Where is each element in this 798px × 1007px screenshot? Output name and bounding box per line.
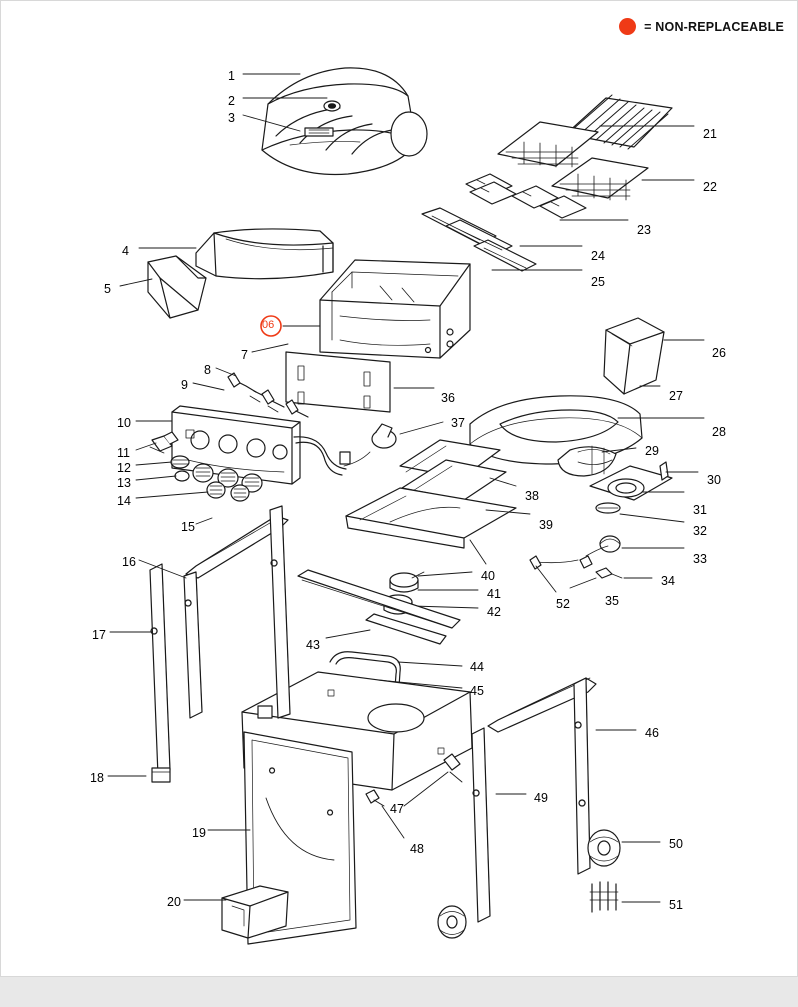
part-control-panel: [150, 406, 396, 501]
callout-number-27: 27: [669, 389, 683, 403]
callout-number-06: 06: [262, 319, 275, 331]
callout-number-32: 32: [693, 524, 707, 538]
callout-number-42: 42: [487, 605, 501, 619]
callout-number-29: 29: [645, 444, 659, 458]
callout-number-47: 47: [390, 802, 404, 816]
callout-number-9: 9: [181, 378, 188, 392]
callout-number-24: 24: [591, 249, 605, 263]
callout-number-38: 38: [525, 489, 539, 503]
callout-number-25: 25: [591, 275, 605, 289]
callout-number-51: 51: [669, 898, 683, 912]
callout-number-41: 41: [487, 587, 501, 601]
callout-number-49: 49: [534, 791, 548, 805]
callout-number-16: 16: [122, 555, 136, 569]
part-bowl-frame: [470, 396, 642, 476]
callout-number-43: 43: [306, 638, 320, 652]
callout-number-35: 35: [605, 594, 619, 608]
part-heat-plates: [346, 440, 516, 548]
callout-number-37: 37: [451, 416, 465, 430]
callout-number-2: 2: [228, 94, 235, 108]
callout-number-30: 30: [707, 473, 721, 487]
callout-number-3: 3: [228, 111, 235, 125]
part-side-table: [604, 318, 664, 394]
callout-number-12: 12: [117, 461, 131, 475]
callout-number-11: 11: [117, 446, 130, 460]
callout-number-50: 50: [669, 837, 683, 851]
part-door: [222, 732, 356, 944]
part-cooking-grates: [498, 95, 672, 200]
legend-text: = NON-REPLACEABLE: [644, 19, 784, 34]
callout-number-17: 17: [92, 628, 106, 642]
footer-band: [0, 977, 798, 1007]
callout-number-34: 34: [661, 574, 675, 588]
callout-number-14: 14: [117, 494, 131, 508]
callout-number-4: 4: [122, 244, 129, 258]
callout-number-20: 20: [167, 895, 181, 909]
callout-number-39: 39: [539, 518, 553, 532]
callout-number-36: 36: [441, 391, 455, 405]
callout-number-44: 44: [470, 660, 484, 674]
callout-number-18: 18: [90, 771, 104, 785]
filled-circle-icon: [619, 18, 636, 35]
callout-number-21: 21: [703, 127, 717, 141]
callout-number-28: 28: [712, 425, 726, 439]
callout-number-19: 19: [192, 826, 206, 840]
callout-number-10: 10: [117, 416, 131, 430]
callout-number-26: 26: [712, 346, 726, 360]
callout-number-7: 7: [241, 348, 248, 362]
part-firebox: [286, 260, 470, 412]
callout-number-1: 1: [228, 69, 235, 83]
callout-number-13: 13: [117, 476, 131, 490]
callout-number-31: 31: [693, 503, 707, 517]
callout-number-46: 46: [645, 726, 659, 740]
legend: [619, 18, 784, 35]
callout-number-22: 22: [703, 180, 717, 194]
part-lid-assembly: [262, 68, 427, 175]
callout-number-15: 15: [181, 520, 195, 534]
callout-number-48: 48: [410, 842, 424, 856]
callout-number-33: 33: [693, 552, 707, 566]
callout-number-5: 5: [104, 282, 111, 296]
callout-number-23: 23: [637, 223, 651, 237]
callout-number-52: 52: [556, 597, 570, 611]
callout-number-8: 8: [204, 363, 211, 377]
part-top-panel: [148, 229, 333, 318]
callout-number-40: 40: [481, 569, 495, 583]
callout-number-45: 45: [470, 684, 484, 698]
